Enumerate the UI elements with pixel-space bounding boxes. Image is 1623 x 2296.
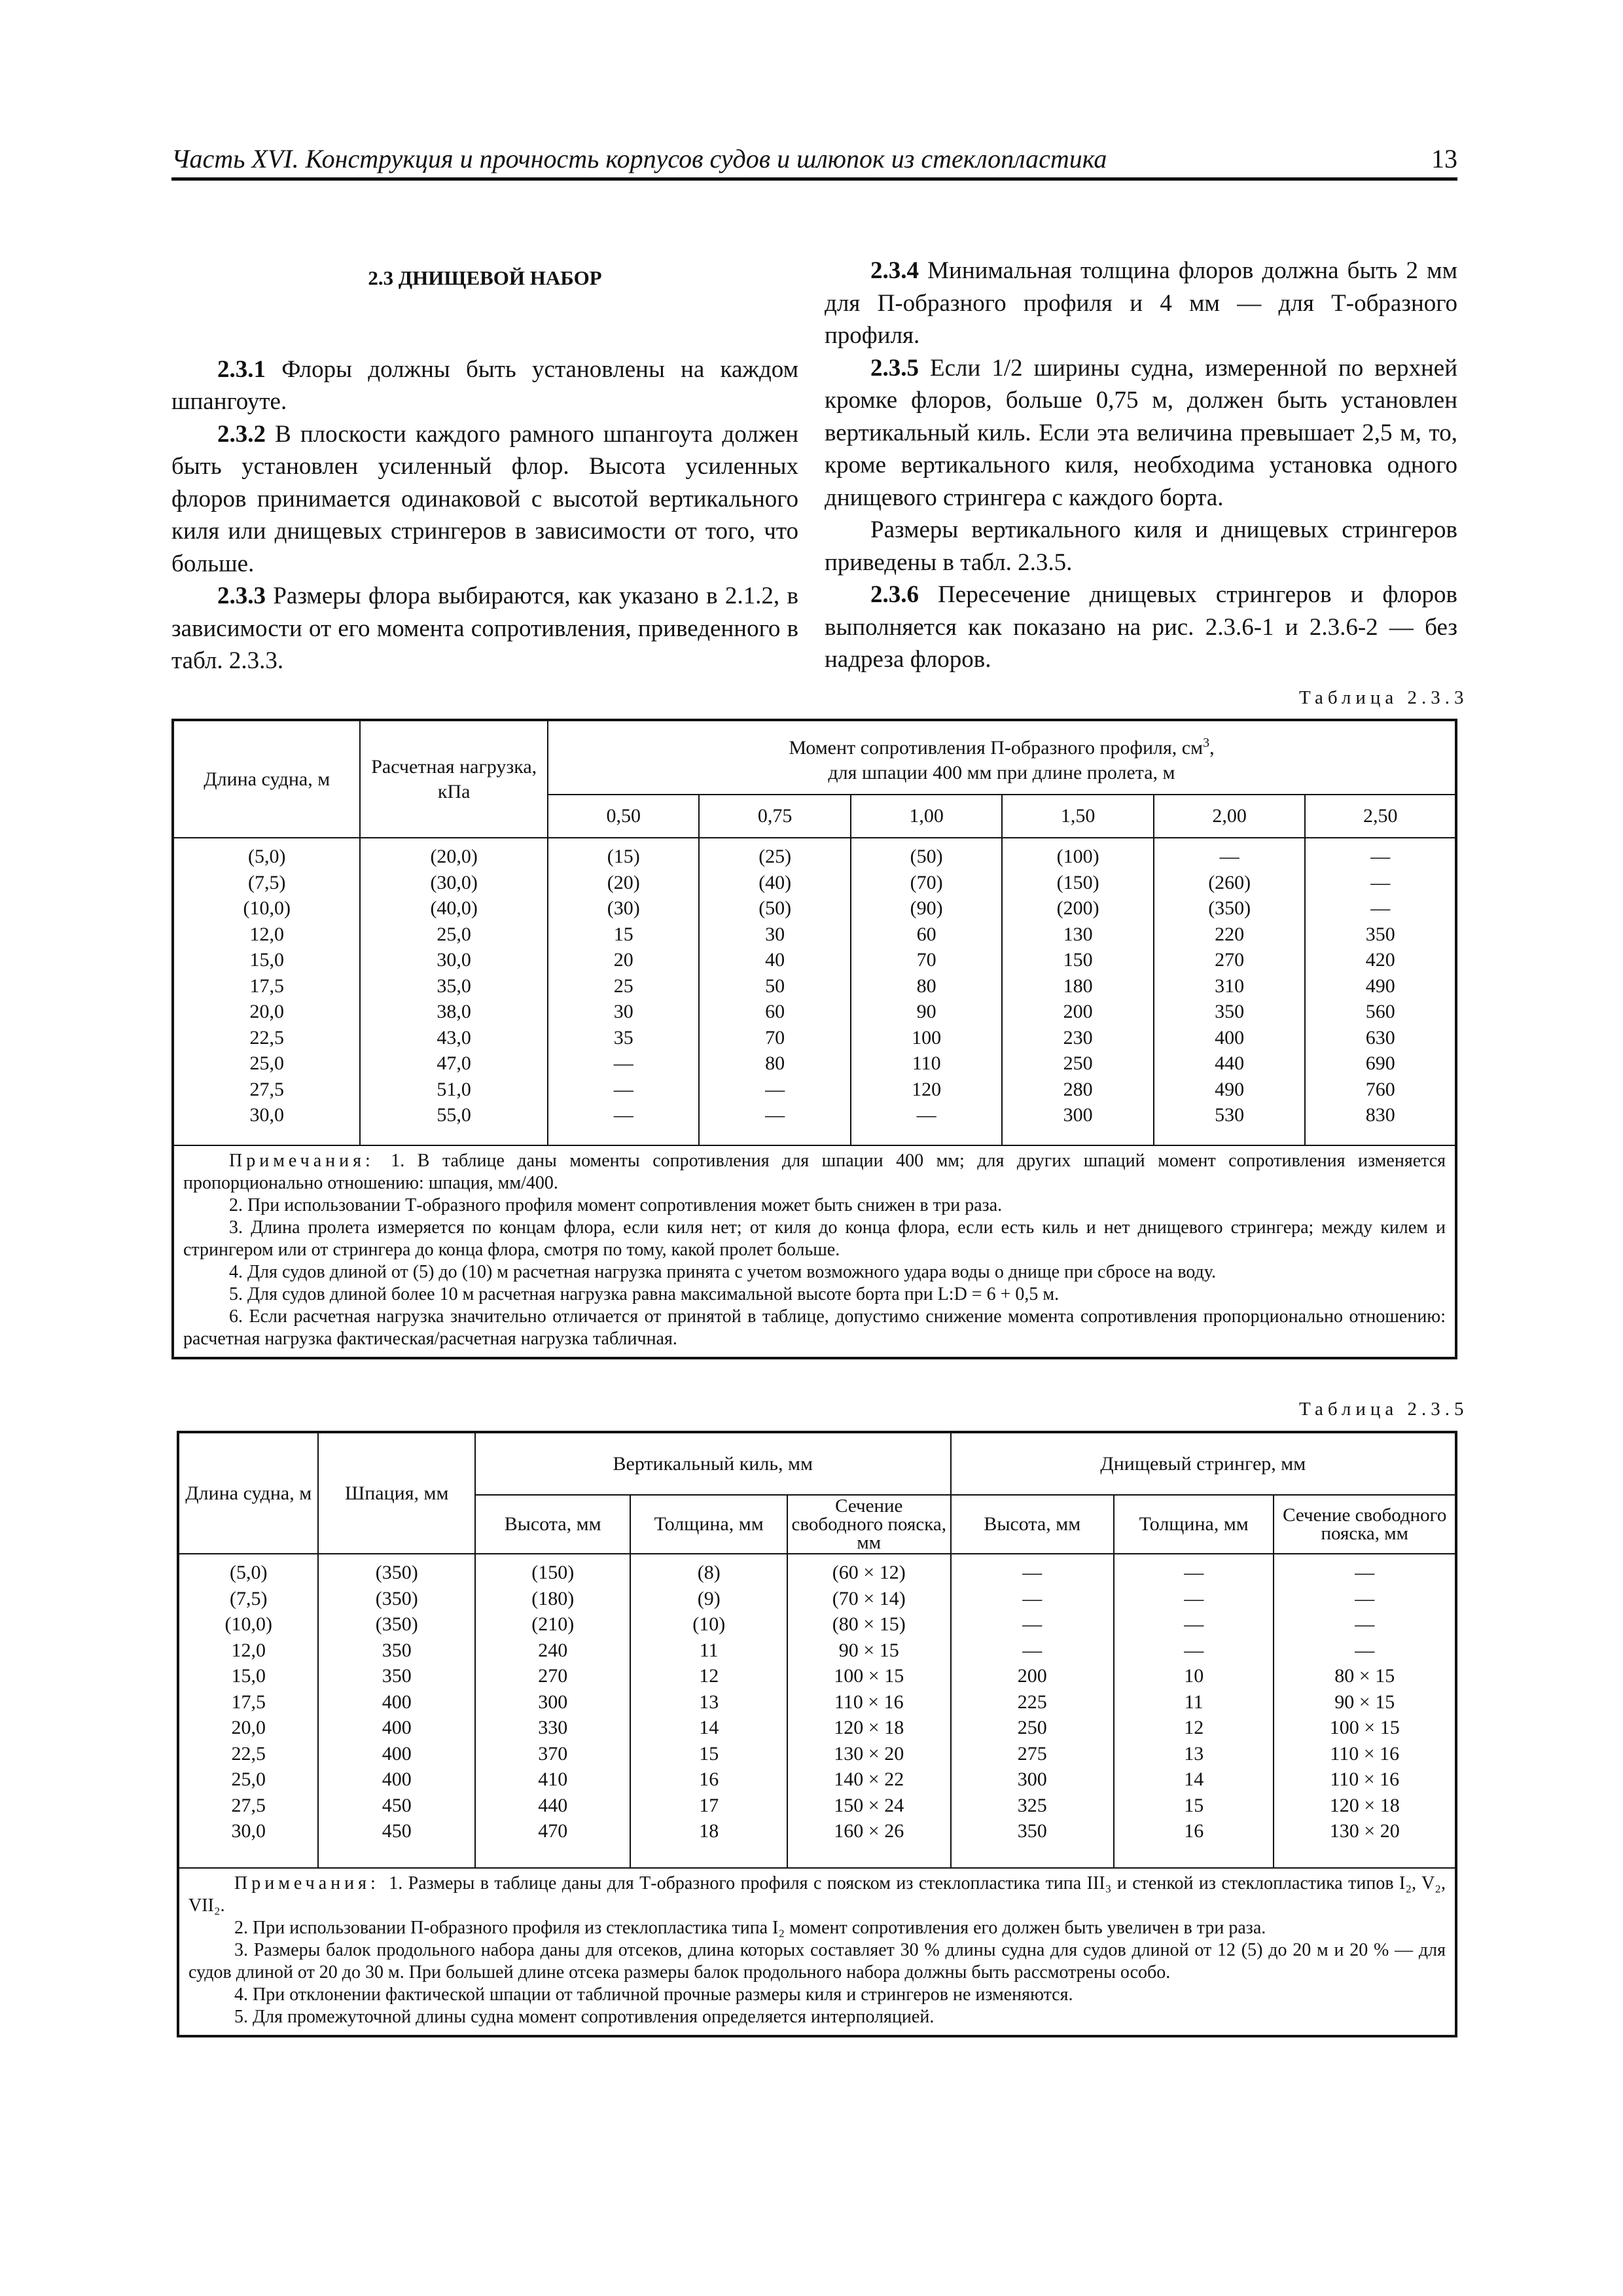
table-cell: 110	[912, 1052, 941, 1074]
note-text: 2. При использовании Т-образного профиля момент сопротивления может быть снижен в три раза.	[229, 1195, 1003, 1215]
header-keel: Вертикальный киль, мм	[475, 1432, 951, 1495]
table-cell: (260)	[1208, 871, 1251, 893]
table-cell: 130 × 20	[834, 1742, 904, 1765]
table-cell: (350)	[375, 1613, 418, 1635]
running-title: Часть XVI. Конструкция и прочность корпусов судов и шлюпок из стеклопластика	[171, 144, 1107, 173]
span-header: 2,00	[1154, 795, 1306, 838]
table-cell: (80 × 15)	[832, 1613, 906, 1635]
note-item	[188, 2006, 1446, 2028]
table-cell: —	[1355, 1613, 1375, 1635]
subheader-section: Сечение свободного пояска, мм	[787, 1495, 951, 1554]
header-length: Длина судна, м	[173, 720, 360, 838]
note-item	[183, 1261, 1446, 1283]
table-cell: (150)	[1056, 871, 1099, 893]
clause-text: Флоры должны быть установлены на каждом шпангоуте.	[171, 355, 798, 415]
span-header: 2,50	[1305, 795, 1456, 838]
header-spacing: Шпация, мм	[318, 1432, 475, 1554]
table-cell: (200)	[1056, 897, 1099, 919]
table-cell: 440	[1215, 1052, 1245, 1074]
table-cell: 450	[382, 1820, 412, 1842]
table-cell: 120 × 18	[834, 1717, 904, 1738]
paragraph-2-3-1	[171, 353, 798, 418]
table-cell: 60	[765, 1001, 785, 1022]
table-cell: (100)	[1056, 846, 1099, 867]
table-cell: (210)	[531, 1613, 575, 1635]
table-cell: 225	[1017, 1691, 1047, 1713]
table-cell: —	[1355, 1639, 1375, 1661]
span-header: 0,75	[699, 795, 850, 838]
table-body	[178, 1554, 1456, 1868]
span-header: 1,00	[851, 795, 1002, 838]
note-text: 1. В таблице даны моменты сопротивления для шпации 400 мм; для других шпаций момент сопротивления изменяется пропорционально отношению: шпация, мм/400.	[183, 1151, 1446, 1193]
table-cell: 17,5	[249, 975, 284, 997]
table-cell: (40)	[758, 871, 792, 893]
table-cell: 15	[613, 923, 633, 945]
table-cell: 400	[382, 1768, 412, 1790]
header-stringer: Днищевый стрингер, мм	[951, 1432, 1456, 1495]
table-cell: 110 × 16	[1330, 1742, 1400, 1765]
note-text: 4. При отклонении фактической шпации от табличной прочные размеры киля и стрингеров не изменяются.	[234, 1984, 1073, 2005]
page-header	[171, 141, 1457, 181]
table-cell: 120	[912, 1078, 942, 1100]
table-column	[548, 838, 699, 1145]
table-cell: 38,0	[437, 1001, 471, 1022]
table-cell: 27,5	[231, 1794, 266, 1816]
table-cell: 300	[1017, 1768, 1047, 1790]
paragraph-2-3-6	[825, 579, 1457, 676]
table-cell: 22,5	[249, 1026, 284, 1049]
clause-number: 2.3.5	[870, 354, 919, 382]
table-cell: 180	[1063, 975, 1093, 997]
table-cell: 14	[1184, 1768, 1204, 1790]
header-moment	[548, 720, 1456, 795]
table-cell: 350	[1017, 1820, 1047, 1842]
subheader-height: Высота, мм	[475, 1495, 630, 1554]
table-cell: (70)	[910, 871, 943, 893]
header-moment-line2: для шпации 400 мм при длине пролета, м	[828, 761, 1175, 783]
table-column	[475, 1554, 630, 1868]
table-cell: —	[765, 1078, 785, 1100]
table-cell: 35	[613, 1026, 633, 1049]
table-cell: (90)	[910, 897, 943, 919]
table-cell: (25)	[758, 846, 792, 867]
clause-text: В плоскости каждого рамного шпангоута должен быть установлен усиленный флор. Высота усиленных флоров принимается одинаковой с высотой вертикального киля или днищевых стрингеров в зависимости от того, что больше.	[171, 420, 798, 577]
notes-block	[183, 1150, 1446, 1350]
table-cell: 55,0	[437, 1104, 471, 1126]
subheader-thickness: Толщина, мм	[630, 1495, 787, 1554]
table-cell: —	[1370, 897, 1391, 919]
table-cell: —	[1022, 1587, 1043, 1609]
table-cell: 350	[1365, 923, 1395, 945]
table-cell: —	[613, 1104, 633, 1126]
table-cell: 20	[613, 949, 633, 971]
table-cell: 250	[1063, 1052, 1093, 1074]
table-cell: 470	[538, 1820, 568, 1842]
table-2-3-3	[171, 719, 1457, 1359]
table-cell: 90 × 15	[838, 1639, 899, 1661]
table-cell: 15	[699, 1742, 719, 1765]
table-cell: (7,5)	[229, 1587, 268, 1609]
clause-number: 2.3.2	[217, 420, 266, 448]
table-cell: —	[613, 1052, 633, 1074]
table-cell: 15,0	[231, 1665, 266, 1687]
note-item	[188, 1984, 1446, 2006]
table-cell: 30	[765, 923, 785, 945]
table-column	[951, 1554, 1114, 1868]
header-load: Расчетная нагрузка, кПа	[360, 720, 548, 838]
header-moment-comma: ,	[1209, 736, 1215, 759]
table-cell: 30,0	[249, 1104, 284, 1126]
note-item	[188, 1873, 1446, 1917]
note-text: 3. Длина пролета измеряется по концам флора, если киля нет; от киля до конца флора, если есть киль и нет днищевого стрингера; между килем и стрингером или от стрингера до конца флора, смотря по тому, какой пролет больше.	[183, 1217, 1446, 1260]
table-cell: 70	[765, 1026, 785, 1049]
note-item	[183, 1150, 1446, 1194]
table-cell: 120 × 18	[1329, 1794, 1400, 1816]
table-cell: 16	[699, 1768, 719, 1790]
table-cell: (8)	[697, 1562, 721, 1583]
table-cell: (350)	[375, 1562, 418, 1583]
table-cell: 25,0	[437, 923, 471, 945]
table-cell: 150	[1063, 949, 1093, 971]
table-cell: 530	[1215, 1104, 1245, 1126]
table-cell: (70 × 14)	[832, 1587, 906, 1609]
table-cell: (9)	[697, 1587, 721, 1609]
table-cell: 43,0	[437, 1026, 471, 1049]
table-cell: —	[1184, 1587, 1204, 1609]
table-cell: 250	[1017, 1717, 1047, 1738]
table-cell: (30)	[607, 897, 640, 919]
table-cell: 12	[1184, 1717, 1204, 1738]
table-column	[360, 838, 548, 1145]
table-cell: 13	[1184, 1742, 1204, 1765]
table-cell: 630	[1365, 1026, 1395, 1049]
paragraph-2-3-5-cont	[825, 514, 1457, 579]
table-cell: —	[1022, 1639, 1043, 1661]
table-cell: 400	[1215, 1026, 1245, 1049]
table-cell: (150)	[531, 1562, 575, 1583]
table-column	[1274, 1554, 1456, 1868]
table-cell: 140 × 22	[834, 1768, 904, 1790]
table-column	[851, 838, 1002, 1145]
table-cell: (30,0)	[430, 871, 478, 893]
note-item	[183, 1283, 1446, 1306]
note-text: 5. Для промежуточной длины судна момент сопротивления определяется интерполяцией.	[234, 2007, 935, 2027]
note-text: 6. Если расчетная нагрузка значительно отличается от принятой в таблице, допустимо снижение момента сопротивления пропорционально отношению: расчетная нагрузка фактическая/расчетная нагрузка табличная.	[183, 1306, 1446, 1349]
table-cell: 370	[538, 1742, 568, 1765]
table-column	[1114, 1554, 1274, 1868]
notes-label: Примечания:	[234, 1873, 389, 1893]
table-cell: (10,0)	[243, 897, 291, 919]
subheader-section: Сечение свободного пояска, мм	[1274, 1495, 1456, 1554]
table-cell: 15,0	[249, 949, 284, 971]
table-column	[1305, 838, 1456, 1145]
table-cell: 275	[1017, 1742, 1047, 1765]
table-cell: 230	[1063, 1026, 1093, 1049]
table-cell: 330	[538, 1717, 568, 1738]
table-column	[178, 1554, 318, 1868]
table-cell: (10,0)	[224, 1613, 272, 1635]
table-cell: 14	[699, 1717, 719, 1738]
table-cell: 60	[916, 923, 936, 945]
table-column	[173, 838, 360, 1145]
table-cell: (15)	[607, 846, 640, 867]
table-cell: 420	[1365, 949, 1395, 971]
table-cell: (5,0)	[247, 846, 286, 867]
text-column-right	[825, 255, 1457, 676]
table-cell: 80	[916, 975, 936, 997]
section-heading: 2.3 ДНИЩЕВОЙ НАБОР	[368, 266, 602, 289]
table-column	[1154, 838, 1306, 1145]
table-cell: —	[1022, 1613, 1043, 1635]
table-cell: 300	[1063, 1104, 1093, 1126]
note-item	[188, 1939, 1446, 1984]
table-cell: 490	[1365, 975, 1395, 997]
table-cell: 110 × 16	[1330, 1768, 1400, 1790]
table-cell: 25,0	[249, 1052, 284, 1074]
span-header: 0,50	[548, 795, 699, 838]
table-cell: 160 × 26	[834, 1820, 904, 1842]
table-cell: (20,0)	[430, 846, 478, 867]
table-cell: —	[1370, 846, 1391, 867]
table-cell: 350	[382, 1639, 412, 1661]
table-cell: —	[1184, 1639, 1204, 1661]
table-cell: 35,0	[437, 975, 471, 997]
clause-number: 2.3.1	[217, 355, 266, 383]
note-text: 2. При использовании П-образного профиля из стеклопластика типа I₂ момент сопротивления его должен быть увеличен в три раза.	[234, 1918, 1266, 1938]
subheader-thickness: Толщина, мм	[1114, 1495, 1274, 1554]
table-cell: 270	[1215, 949, 1245, 971]
table-cell: 30,0	[437, 949, 471, 971]
table-cell: (60 × 12)	[832, 1562, 906, 1583]
table-cell: (10)	[692, 1613, 726, 1635]
table-cell: 25,0	[231, 1768, 266, 1790]
table-column	[630, 1554, 787, 1868]
table-cell: 240	[538, 1639, 568, 1661]
table-cell: 350	[382, 1665, 412, 1687]
table-cell: 20,0	[249, 1001, 284, 1022]
table-cell: 11	[1184, 1691, 1204, 1713]
table-cell: 200	[1017, 1665, 1047, 1687]
table-cell: —	[1184, 1613, 1204, 1635]
table-cell: 80	[765, 1052, 785, 1074]
table-cell: 40	[765, 949, 785, 971]
table-body	[173, 838, 1456, 1145]
table-cell: (350)	[1208, 897, 1251, 919]
table-cell: —	[1022, 1562, 1043, 1583]
clause-text: Минимальная толщина флоров должна быть 2 мм для П-образного профиля и 4 мм — для Т-образного профиля.	[825, 257, 1457, 349]
table-caption-2-3-3: Таблица 2.3.3	[1299, 687, 1469, 708]
table-cell: 830	[1365, 1104, 1395, 1126]
note-item	[188, 1917, 1446, 1939]
page-number: 13	[1431, 144, 1457, 173]
clause-text: Размеры флора выбираются, как указано в 2.1.2, в зависимости от его момента сопротивления, приведенного в табл. 2.3.3.	[171, 583, 798, 674]
note-text: 5. Для судов длиной более 10 м расчетная нагрузка равна максимальной высоте борта при L:D = 6 + 0,5 м.	[229, 1284, 1060, 1304]
table-cell: 22,5	[231, 1742, 266, 1765]
table-cell: 410	[538, 1768, 568, 1790]
table-cell: 130	[1063, 923, 1093, 945]
table-cell: 100 × 15	[834, 1665, 904, 1687]
paragraph-2-3-2	[171, 418, 798, 581]
table-notes	[173, 1145, 1456, 1358]
table-cell: 70	[916, 949, 936, 971]
table-cell: 20,0	[231, 1717, 266, 1738]
table-cell: —	[916, 1104, 936, 1126]
clause-text: Размеры вертикального киля и днищевых стрингеров приведены в табл. 2.3.5.	[825, 516, 1457, 576]
note-text: 1. Размеры в таблице даны для Т-образного профиля с пояском из стеклопластика типа III₃ и стенкой из стеклопластика типов I₂, V₂, VII₂.	[188, 1873, 1446, 1916]
table-cell: 100 × 15	[1329, 1717, 1400, 1738]
table-cell: —	[613, 1078, 633, 1100]
table-cell: 12,0	[249, 923, 284, 945]
table-cell: 100	[912, 1026, 942, 1049]
table-cell: 760	[1365, 1078, 1395, 1100]
table-cell: —	[1355, 1562, 1375, 1583]
table-cell: 400	[382, 1717, 412, 1738]
table-column	[318, 1554, 475, 1868]
table-notes	[178, 1868, 1456, 2036]
table-cell: (180)	[531, 1587, 575, 1609]
table-cell: (20)	[607, 871, 640, 893]
note-item	[183, 1306, 1446, 1350]
table-cell: 490	[1215, 1078, 1245, 1100]
table-cell: 11	[699, 1639, 719, 1661]
table-cell: 400	[382, 1691, 412, 1713]
header-moment-text: Момент сопротивления П-образного профиля, см	[789, 736, 1204, 759]
table-cell: 12	[699, 1665, 719, 1687]
span-header: 1,50	[1002, 795, 1154, 838]
table-cell: —	[1355, 1587, 1375, 1609]
table-cell: 16	[1184, 1820, 1204, 1842]
table-cell: 50	[765, 975, 785, 997]
subheader-height: Высота, мм	[951, 1495, 1114, 1554]
table-cell: —	[1370, 871, 1391, 893]
table-cell: 220	[1215, 923, 1245, 945]
table-cell: 440	[538, 1794, 568, 1816]
table-cell: (350)	[375, 1587, 418, 1609]
notes-label: Примечания:	[229, 1151, 391, 1171]
table-cell: 270	[538, 1665, 568, 1687]
table-cell: 18	[699, 1820, 719, 1842]
table-cell: 350	[1215, 1001, 1245, 1022]
table-cell: 30	[613, 1001, 633, 1022]
table-cell: (7,5)	[247, 871, 286, 893]
table-cell: 90	[916, 1001, 936, 1022]
table-cell: 47,0	[437, 1052, 471, 1074]
table-cell: 110 × 16	[834, 1691, 904, 1713]
table-column	[787, 1554, 951, 1868]
table-cell: 17,5	[231, 1691, 266, 1713]
header-length: Длина судна, м	[178, 1432, 318, 1554]
clause-number: 2.3.3	[217, 583, 266, 609]
table-cell: 300	[538, 1691, 568, 1713]
table-cell: (40,0)	[430, 897, 478, 919]
note-text: 3. Размеры балок продольного набора даны для отсеков, длина которых составляет 30 % длины судна для судов длиной от 12 (5) до 20 м и 20 % — для судов длиной от 20 до 30 м. При большей длине отсека размеры балок продольного набора должны быть рассмотрены особо.	[188, 1940, 1446, 1982]
table-column	[699, 838, 850, 1145]
text-column-left	[171, 262, 798, 677]
table-cell: 400	[382, 1742, 412, 1765]
table-cell: 30,0	[231, 1820, 266, 1842]
note-item	[183, 1194, 1446, 1217]
table-cell: 13	[699, 1691, 719, 1713]
table-cell: 12,0	[231, 1639, 266, 1661]
header-moment-sup: 3	[1203, 735, 1210, 750]
paragraph-2-3-3	[171, 580, 798, 677]
table-cell: —	[1219, 846, 1240, 867]
table-cell: (5,0)	[229, 1562, 268, 1583]
table-cell: 80 × 15	[1334, 1665, 1395, 1687]
table-cell: 10	[1184, 1665, 1204, 1687]
table-cell: 200	[1063, 1001, 1093, 1022]
clause-number: 2.3.4	[870, 257, 919, 284]
table-2-3-5	[177, 1431, 1457, 2037]
table-cell: 27,5	[249, 1078, 284, 1100]
table-cell: 150 × 24	[834, 1794, 904, 1816]
clause-number: 2.3.6	[870, 581, 919, 608]
table-cell: (50)	[758, 897, 792, 919]
table-column	[1002, 838, 1154, 1145]
table-cell: 90 × 15	[1334, 1691, 1395, 1713]
table-cell: 17	[699, 1794, 719, 1816]
table-cell: (50)	[910, 846, 943, 867]
paragraph-2-3-4	[825, 255, 1457, 352]
note-text: 4. Для судов длиной от (5) до (10) м расчетная нагрузка принята с учетом возможного удара воды о днище при сбросе на воду.	[229, 1262, 1216, 1282]
table-cell: 690	[1365, 1052, 1395, 1074]
note-item	[183, 1217, 1446, 1261]
table-caption-2-3-5: Таблица 2.3.5	[1299, 1399, 1469, 1420]
clause-text: Пересечение днищевых стрингеров и флоров выполняется как показано на рис. 2.3.6-1 и 2.3.6-2 — без надреза флоров.	[825, 581, 1457, 673]
table-cell: 130 × 20	[1329, 1820, 1400, 1842]
notes-block	[188, 1873, 1446, 2028]
table-cell: —	[765, 1104, 785, 1126]
table-cell: 560	[1365, 1001, 1395, 1022]
table-cell: 25	[613, 975, 633, 997]
clause-text: Если 1/2 ширины судна, измеренной по верхней кромке флоров, больше 0,75 м, должен быть установлен вертикальный киль. Если эта величина превышает 2,5 м, то, кроме вертикального киля, необходима установка одного днищевого стрингера с каждого борта.	[825, 354, 1457, 511]
paragraph-2-3-5	[825, 352, 1457, 514]
table-cell: —	[1184, 1562, 1204, 1583]
table-cell: 51,0	[437, 1078, 471, 1100]
table-cell: 450	[382, 1794, 412, 1816]
table-cell: 310	[1215, 975, 1245, 997]
table-cell: 15	[1184, 1794, 1204, 1816]
table-cell: 280	[1063, 1078, 1093, 1100]
table-cell: 325	[1017, 1794, 1047, 1816]
